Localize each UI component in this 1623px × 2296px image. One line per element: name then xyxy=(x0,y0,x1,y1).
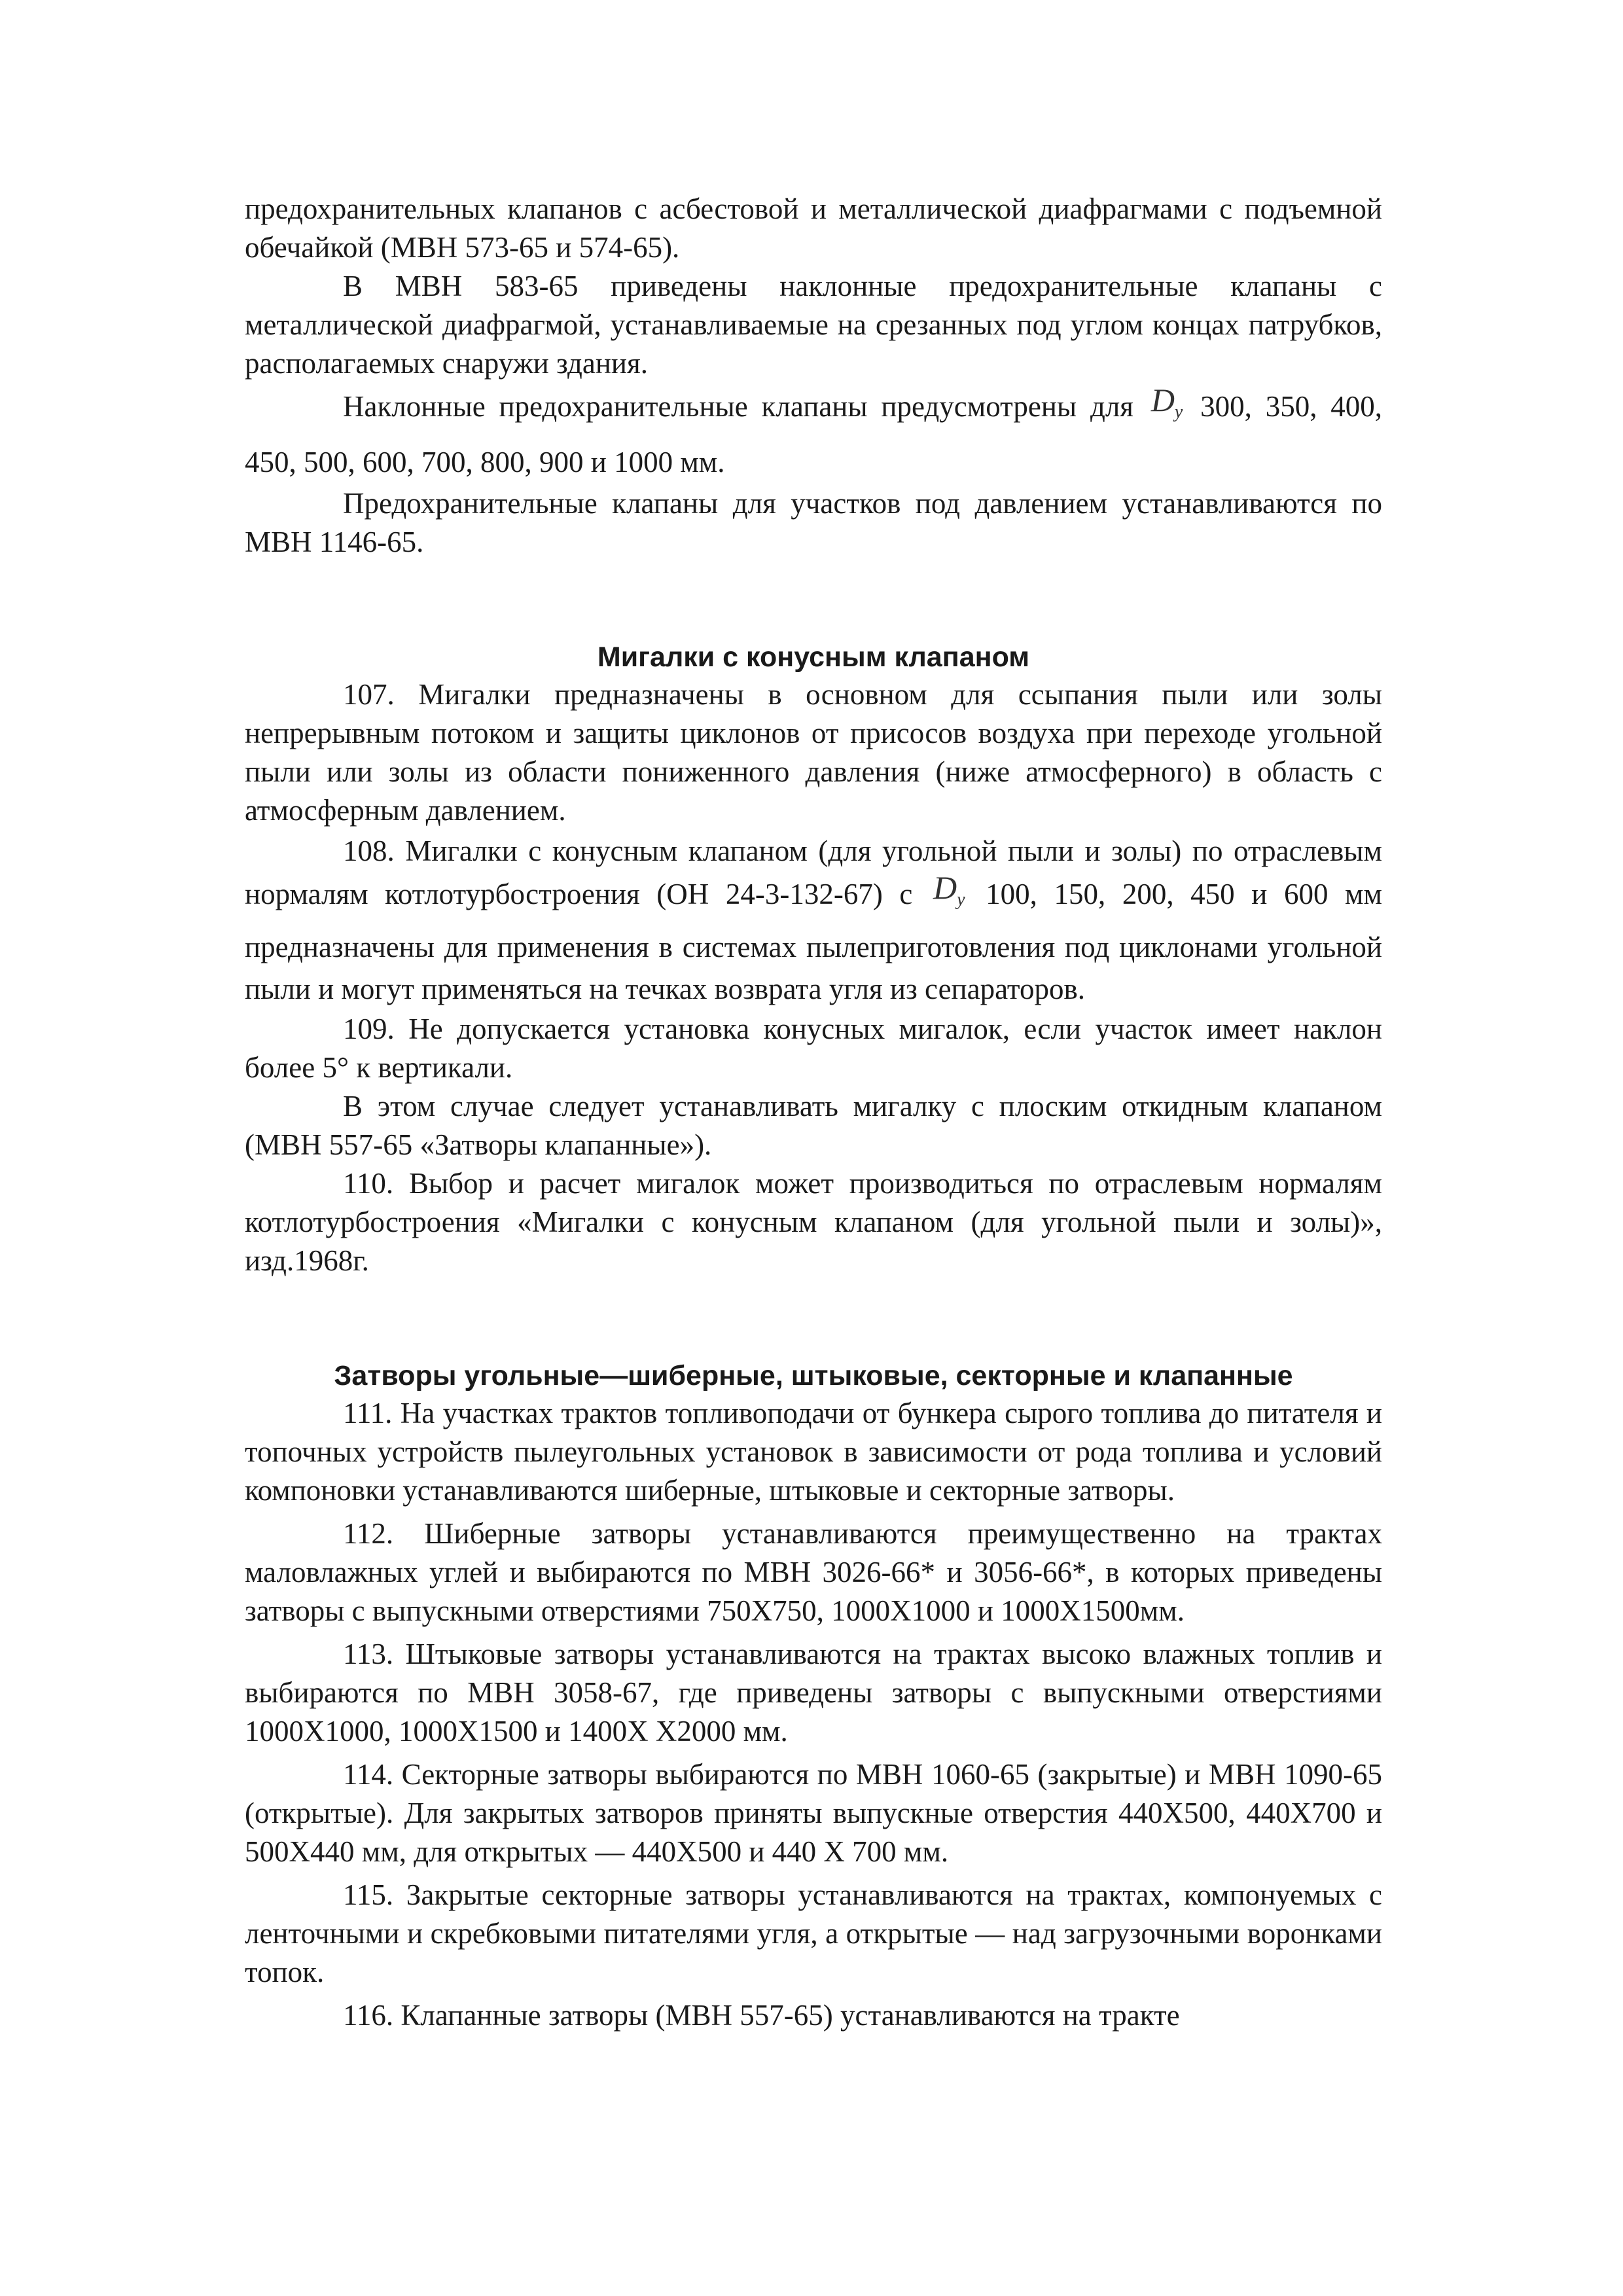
paragraph-114: 114. Секторные затворы выбираются по МВН 1060-65 (закрытые) и МВН 1090-65 (открытые). Для закрытых затворов приняты выпускные отверстия 440Х500, 440Х700 и 500Х440 мм, для открытых — 440Х500 и 440 Х 700 мм. xyxy=(245,1758,1382,1868)
paragraph-text-start: Наклонные предохранительные клапаны предусмотрены для xyxy=(343,390,1133,423)
paragraph-text-end: 100, 150, 200, 450 и 600 мм предназначены для применения в системах пылеприготовления под циклонами угольной пыли и могут применяться на течках возврата угля из сепараторов. xyxy=(245,878,1382,1005)
spacer xyxy=(245,1280,1382,1357)
paragraph-continued: предохранительных клапанов с асбестовой и металлической диафрагмами с подъемной обечайкой (МВН 573-65 и 574-65). xyxy=(245,192,1382,264)
paragraph-inclined-valves xyxy=(245,383,1382,484)
paragraph-text-end: 300, 350, 400, 450, 500, 600, 700, 800, 900 и 1000 мм. xyxy=(245,390,1383,478)
paragraph-107: 107. Мигалки предназначены в основном для ссыпания пыли или золы непрерывным потоком и защиты циклонов от присосов воздуха при переходе угольной пыли или золы из области пониженного давления (ниже атмосферного) в область с атмосферным давлением. xyxy=(245,678,1382,827)
paragraph-109-note: В этом случае следует устанавливать мигалку с плоским откидным клапаном (МВН 557-65 «Затворы клапанные»). xyxy=(245,1090,1382,1161)
paragraph-pressure-valves: Предохранительные клапаны для участков под давлением устанавливаются по МВН 1146-65. xyxy=(245,487,1382,558)
paragraph-109: 109. Не допускается установка конусных мигалок, если участок имеет наклон более 5° к вертикали. xyxy=(245,1013,1382,1084)
paragraph-111: 111. На участках трактов топливоподачи от бункера сырого топлива до питателя и топочных устройств пылеугольных установок в зависимости от рода топлива и условий компоновки устанавливаются шиберные, штыковые и секторные затворы. xyxy=(245,1397,1382,1507)
paragraph-113: 113. Штыковые затворы устанавливаются на трактах высоко влажных топлив и выбираются по МВН 3058-67, где приведены затворы с выпускными отверстиями 1000Х1000, 1000Х1500 и 1400Х Х2000 мм. xyxy=(245,1638,1382,1748)
paragraph-mvn-583: В МВН 583-65 приведены наклонные предохранительные клапаны с металлической диафрагмой, устанавливаемые на срезанных под углом концах патрубков, располагаемых снаружи здания. xyxy=(245,270,1382,380)
paragraph-116: 116. Клапанные затворы (МВН 557-65) устанавливаются на тракте xyxy=(343,1999,1180,2032)
page-content xyxy=(245,190,1382,2035)
dy-symbol: $D_у$ xyxy=(933,869,965,910)
spacer xyxy=(245,562,1382,639)
dy-symbol: $D_у$ xyxy=(1150,382,1183,422)
section-heading-migalki: Мигалки с конусным клапаном xyxy=(597,641,1030,673)
section-heading-zatvory: Затворы угольные—шиберные, штыковые, секторные и клапанные xyxy=(334,1360,1293,1391)
paragraph-110: 110. Выбор и расчет мигалок может производиться по отраслевым нормалям котлотурбостроения «Мигалки с конусным клапаном (для угольной пыли и золы)», изд.1968г. xyxy=(245,1167,1382,1277)
paragraph-108 xyxy=(245,830,1382,1010)
paragraph-112: 112. Шиберные затворы устанавливаются преимущественно на трактах маловлажных углей и выбираются по МВН 3026-66* и 3056-66*, в которых приведены затворы с выпускными отверстиями 750Х750, 1000Х1000 и 1000Х1500мм. xyxy=(245,1517,1382,1627)
paragraph-text-start: 108. Мигалки с конусным клапаном (для угольной пыли и золы) по отраслевым нормалям котлотурбостроения (ОН 24-3-132-67) с xyxy=(245,834,1382,910)
paragraph-115: 115. Закрытые секторные затворы устанавливаются на трактах, компонуемых с ленточными и скребковыми питателями угля, а открытые — над загрузочными воронками топок. xyxy=(245,1878,1382,1988)
